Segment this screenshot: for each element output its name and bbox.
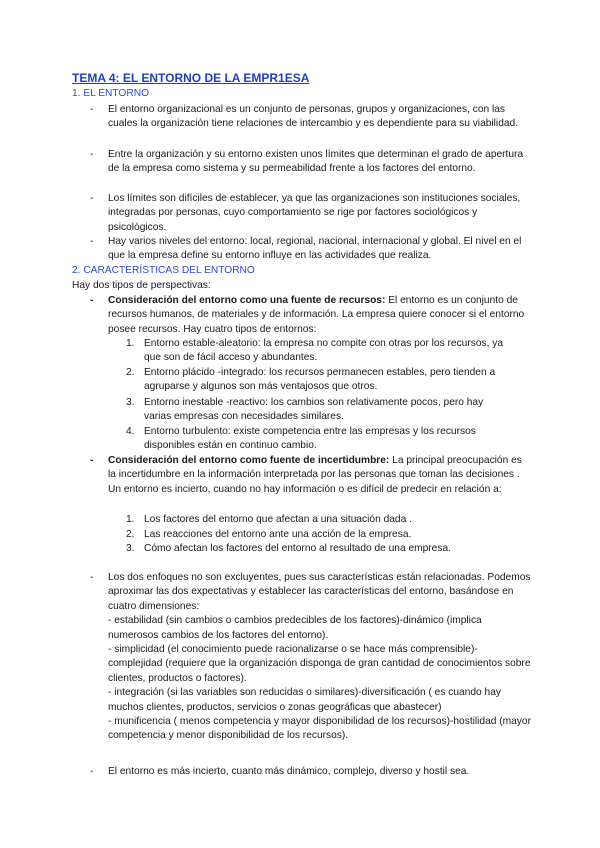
perspective-recursos: - Consideración del entorno como una fuente de recursos: El entorno es un conjunto de recursos humanos, de materiales y de información. La empresa quiere conocer si el entorno posee recursos. Hay cuatro tipos de entornos:: [90, 295, 525, 335]
dimension-integracion: - integración (si las variables son reducidas o similares)-diversificación ( es cuando hay muchos clientes, productos, servicios o zonas geográficas que abastecer): [108, 687, 501, 713]
numbered-item: 2. Entorno plácido -integrado: los recursos permanecen estables, pero tienden a agruparse y algunos son más ventajosos que otros.: [126, 367, 496, 393]
list-item: - Entre la organización y su entorno existen unos límites que determinan el grado de apertura de la empresa como sistema y su permeabilidad frente a los factores del entorno.: [90, 149, 524, 175]
document-title: TEMA 4: EL ENTORNO DE LA EMPR1ESA: [72, 71, 310, 85]
dimension-estabilidad: - estabilidad (sin cambios o cambios predecibles de los factores)-dinámico (implica numerosos cambios de los factores del entorno).: [108, 615, 482, 641]
numbered-item: 1. Los factores del entorno que afectan a una situación dada .: [126, 514, 412, 525]
section-heading-caracteristicas: 2. CARACTERÍSTICAS DEL ENTORNO: [72, 265, 255, 276]
list-item-enfoques: - Los dos enfoques no son excluyentes, pues sus características están relacionadas. Podemos aproximar las dos expectativas y establecer las características del entorno, basándose en cuatro dimensiones: - estabilidad (sin cambios o cambios predecibles de los factores)-dinámico (implica numerosos cambios de los factores del entorno). - simplicidad (el conocimiento puede racionalizarse o se hace más comprensible)-complejidad (requiere que la organización disponga de gran cantidad de conocimientos sobre clientes, productos o factores). - integración (si las variables son reducidas o similares)-diversificación ( es cuando hay muchos clientes, productos, servicios o zonas geográficas que abastecer) - munificencia ( menos competencia y mayor disponibilidad de los recursos)-hostilidad (mayor competencia y menor disponibilidad de los recursos).: [72, 571, 532, 744]
list-item-conclusion: - El entorno es más incierto, cuanto más dinámico, complejo, diverso y hostil sea.: [90, 766, 470, 777]
perspective-incertidumbre: - Consideración del entorno como fuente de incertidumbre: La principal preocupación es la incertidumbre en la información interpretada por las personas que toman las decisiones . Un entorno es incierto, cuando no hay información o es difícil de predecir en relación a:: [90, 455, 522, 495]
perspective-recursos-title: Consideración del entorno como una fuente de recursos:: [108, 295, 386, 306]
numbered-item: 4. Entorno turbulento: existe competencia entre las empresas y los recursos disponibles están en continuo cambio.: [126, 426, 476, 452]
numbered-item: 3. Entorno inestable -reactivo: los cambios son relativamente pocos, pero hay varias empresas con necesidades similares.: [126, 397, 484, 423]
perspective-incertidumbre-title: Consideración del entorno como fuente de incertidumbre:: [108, 455, 390, 466]
list-item: - El entorno organizacional es un conjunto de personas, grupos y organizaciones, con las cuales la organización tiene relaciones de intercambio y es dependiente para su viabilidad.: [90, 104, 519, 130]
numbered-item: 1. Entorno estable-aleatorio: la empresa no compite con otras por los recursos, ya que son de fácil acceso y abundantes.: [126, 338, 504, 364]
list-item: - Hay varios niveles del entorno: local, regional, nacional, internacional y global. El nivel en el que la empresa define su entorno influye en las actividades que realiza.: [90, 236, 522, 262]
dimension-munificencia: - munificencia ( menos competencia y mayor disponibilidad de los recursos)-hostilidad (mayor competencia y menor disponibilidad de los recursos).: [108, 716, 531, 742]
list-item: - Los límites son difíciles de establecer, ya que las organizaciones son instituciones sociales, integradas por personas, cuyo comportamiento se rige por factores sociológicos y psicológicos.: [90, 193, 521, 233]
section-heading-entorno: 1. EL ENTORNO: [72, 88, 149, 99]
dimension-simplicidad: - simplicidad (el conocimiento puede racionalizarse o se hace más comprensible)-complejidad (requiere que la organización disponga de gran cantidad de conocimientos sobre clientes, productos o factores).: [108, 644, 531, 684]
numbered-item: 3. Cómo afectan los factores del entorno al resultado de una empresa.: [126, 543, 451, 554]
numbered-item: 2. Las reacciones del entorno ante una acción de la empresa.: [126, 529, 412, 540]
section-intro: Hay dos tipos de perspectivas:: [72, 280, 211, 291]
